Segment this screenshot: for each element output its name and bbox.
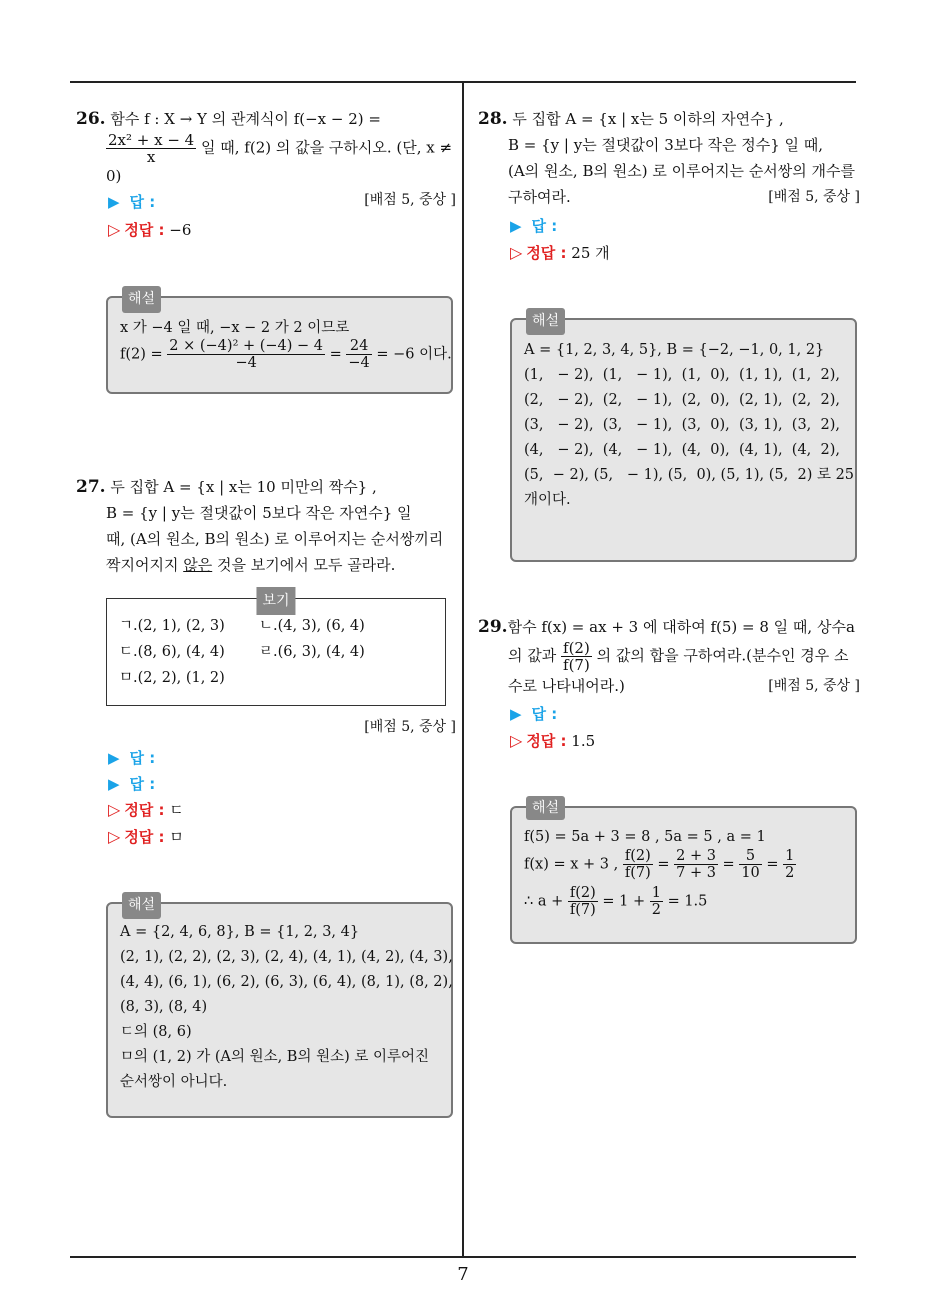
solution-line: (8, 3), (8, 4) — [120, 999, 208, 1015]
solution-text: = 1 + — [602, 893, 646, 910]
answer-label: 답 : — [129, 775, 156, 793]
fraction — [783, 848, 796, 881]
question-number: 29. — [478, 617, 508, 637]
page-number: 7 — [457, 1264, 469, 1285]
underlined-word: 않은 — [183, 556, 213, 574]
correct-answer-line — [510, 731, 595, 751]
fraction-numerator: 24 — [346, 338, 371, 355]
fraction — [739, 848, 761, 881]
question-text: (A의 원소, B의 원소) 로 이루어지는 순서쌍의 개수를 — [508, 162, 856, 180]
solution-line: (4, 4), (6, 1), (6, 2), (6, 3), (6, 4), (8, 1), (8, 2), — [120, 974, 453, 990]
question-text: 함수 f(x) = ax + 3 에 대하여 f(5) = 8 일 때, 상수a — [507, 618, 855, 636]
fraction-denominator: 2 — [651, 902, 661, 918]
outline-triangle-icon: ▷ — [108, 827, 121, 846]
question-text: 두 집합 A = {x | x는 5 이하의 자연수} , — [512, 110, 784, 128]
fraction-denominator: 7 + 3 — [676, 865, 716, 881]
outline-triangle-icon: ▷ — [108, 800, 121, 819]
solution-box — [510, 800, 857, 944]
solution-line: (5, − 2), (5, − 1), (5, 0), (5, 1), (5, 2) 로 25 — [524, 467, 855, 483]
play-triangle-icon: ▶ — [108, 193, 120, 211]
choices-tag: 보기 — [256, 587, 295, 615]
solution-text: f(x) = x + 3 , — [524, 856, 619, 873]
solution-line: (1, − 2), (1, − 1), (1, 0), (1, 1), (1, 2), — [524, 367, 841, 383]
fraction — [561, 640, 592, 673]
correct-answer-line — [108, 827, 184, 847]
answer-label: 답 : — [129, 193, 156, 211]
answer-line — [510, 216, 557, 236]
choices-box — [106, 593, 446, 706]
correct-value: 1.5 — [571, 732, 596, 750]
fraction-denominator: 2 — [785, 865, 795, 881]
fraction-denominator: −4 — [235, 355, 257, 371]
score-label: [배점 5, 중상 ] — [364, 192, 456, 208]
fraction-numerator: 1 — [785, 848, 795, 864]
choice-item: ㄴ.(4, 3), (6, 4) — [259, 618, 365, 634]
answer-label: 답 : — [129, 749, 156, 767]
correct-answer-line — [108, 220, 191, 240]
correct-label: 정답 : — [526, 732, 567, 750]
answer-line — [108, 748, 155, 768]
correct-value: −6 — [169, 221, 192, 239]
fraction-numerator: 2x² + x − 4 — [108, 131, 195, 149]
score-label: [배점 5, 중상 ] — [364, 719, 456, 735]
solution-text: = 1.5 — [667, 893, 708, 910]
play-triangle-icon: ▶ — [510, 217, 522, 235]
fraction — [167, 338, 325, 371]
solution-line: ㄷ의 (8, 6) — [120, 1024, 192, 1040]
solution-tag: 해설 — [122, 892, 161, 919]
solution-line: f(5) = 5a + 3 = 8 , 5a = 5 , a = 1 — [524, 829, 766, 845]
fraction — [568, 885, 598, 918]
outline-triangle-icon: ▷ — [510, 243, 523, 262]
answer-label: 답 : — [531, 217, 558, 235]
play-triangle-icon: ▶ — [510, 705, 522, 723]
fraction — [674, 848, 718, 881]
correct-label: 정답 : — [526, 244, 567, 262]
correct-value: 25 개 — [571, 244, 610, 262]
solution-text: = — [766, 856, 779, 873]
choice-item: ㄱ.(2, 1), (2, 3) — [119, 618, 225, 634]
score-label: [배점 5, 중상 ] — [768, 189, 860, 205]
choice-item: ㄹ.(6, 3), (4, 4) — [259, 644, 365, 660]
solution-text: = — [657, 856, 670, 873]
answer-label: 답 : — [531, 705, 558, 723]
bottom-rule — [70, 1256, 856, 1258]
fraction-denominator: f(7) — [563, 656, 590, 674]
solution-line: (4, − 2), (4, − 1), (4, 0), (4, 1), (4, 2), — [524, 442, 841, 458]
question-text: 짝지어지지 — [106, 556, 184, 574]
answer-line — [510, 704, 557, 724]
solution-line: A = {1, 2, 3, 4, 5}, B = {−2, −1, 0, 1, 2} — [524, 342, 825, 358]
solution-tag: 해설 — [526, 796, 565, 820]
fraction-numerator: 1 — [651, 885, 661, 901]
score-label: [배점 5, 중상 ] — [768, 678, 860, 694]
question-text: B = {y | y는 절댓값이 5보다 작은 자연수} 일 — [106, 504, 412, 522]
answer-line — [108, 192, 155, 212]
fraction — [623, 848, 653, 881]
question-text: 두 집합 A = {x | x는 10 미만의 짝수} , — [110, 478, 377, 496]
solution-line: 순서쌍이 아니다. — [120, 1074, 228, 1090]
correct-label: 정답 : — [124, 828, 165, 846]
correct-answer-line — [510, 243, 610, 263]
solution-text: = −6 이다. — [376, 346, 452, 363]
question-text: 의 값과 — [508, 646, 557, 665]
fraction-numerator: 2 + 3 — [676, 848, 716, 864]
fraction-numerator: 2 × (−4)² + (−4) − 4 — [169, 338, 324, 354]
solution-line: x 가 −4 일 때, −x − 2 가 2 이므로 — [120, 320, 350, 336]
question-text: 것을 보기에서 모두 골라라. — [212, 556, 396, 574]
solution-line: A = {2, 4, 6, 8}, B = {1, 2, 3, 4} — [120, 924, 360, 940]
fraction-denominator: 10 — [741, 865, 760, 881]
column-divider — [462, 83, 464, 1258]
fraction-denominator: f(7) — [624, 865, 651, 881]
correct-value: ㅁ — [169, 828, 184, 846]
solution-text: ∴ a + — [524, 893, 564, 910]
correct-value: ㄷ — [169, 801, 184, 819]
question-number: 28. — [478, 109, 508, 129]
outline-triangle-icon: ▷ — [510, 731, 523, 750]
answer-line — [108, 774, 155, 794]
question-number: 27. — [76, 477, 106, 497]
question-text: 수로 나타내어라.) — [508, 677, 625, 695]
solution-line: (2, − 2), (2, − 1), (2, 0), (2, 1), (2, 2), — [524, 392, 841, 408]
question-text: 구하여라. — [508, 188, 571, 206]
question-text: 함수 f : X → Y 의 관계식이 f(−x − 2) = — [110, 110, 381, 128]
fraction — [106, 132, 196, 165]
choice-item: ㄷ.(8, 6), (4, 4) — [119, 644, 225, 660]
fraction-numerator: f(2) — [624, 848, 651, 864]
choice-item: ㅁ.(2, 2), (1, 2) — [119, 670, 225, 686]
fraction-denominator: −4 — [348, 355, 370, 371]
question-29 — [478, 614, 860, 699]
question-text: 때, (A의 원소, B의 원소) 로 이루어지는 순서쌍끼리 — [106, 530, 444, 548]
question-27 — [76, 474, 456, 578]
solution-text: = — [722, 856, 735, 873]
fraction-numerator: f(2) — [569, 885, 596, 901]
solution-tag: 해설 — [122, 286, 161, 313]
solution-text: = — [329, 346, 342, 363]
correct-label: 정답 : — [124, 801, 165, 819]
solution-box — [106, 291, 453, 394]
question-28 — [478, 106, 860, 210]
question-text: 의 값의 합을 구하여라.(분수인 경우 소 — [596, 646, 849, 665]
solution-box — [106, 897, 453, 1118]
fraction-denominator: x — [146, 148, 156, 166]
fraction — [650, 885, 663, 918]
question-number: 26. — [76, 109, 106, 129]
outline-triangle-icon: ▷ — [108, 220, 121, 239]
correct-label: 정답 : — [124, 221, 165, 239]
solution-line: ㅁ의 (1, 2) 가 (A의 원소, B의 원소) 로 이루어진 — [120, 1049, 430, 1065]
fraction-denominator: f(7) — [569, 902, 596, 918]
solution-text: f(2) = — [120, 346, 163, 363]
fraction — [346, 338, 371, 371]
correct-answer-line — [108, 800, 184, 820]
solution-line: (2, 1), (2, 2), (2, 3), (2, 4), (4, 1), (4, 2), (4, 3), — [120, 949, 453, 965]
play-triangle-icon: ▶ — [108, 749, 120, 767]
fraction-numerator: 5 — [739, 848, 761, 865]
question-text: B = {y | y는 절댓값이 3보다 작은 정수} 일 때, — [508, 136, 824, 154]
solution-line: (3, − 2), (3, − 1), (3, 0), (3, 1), (3, 2), — [524, 417, 841, 433]
solution-box — [510, 313, 857, 562]
solution-line: 개이다. — [524, 492, 571, 508]
play-triangle-icon: ▶ — [108, 775, 120, 793]
question-text: 일 때, f(2) 의 값을 구하시오. (단, x ≠ 0) — [106, 138, 453, 185]
solution-tag: 해설 — [526, 308, 565, 335]
fraction-numerator: f(2) — [563, 639, 590, 657]
